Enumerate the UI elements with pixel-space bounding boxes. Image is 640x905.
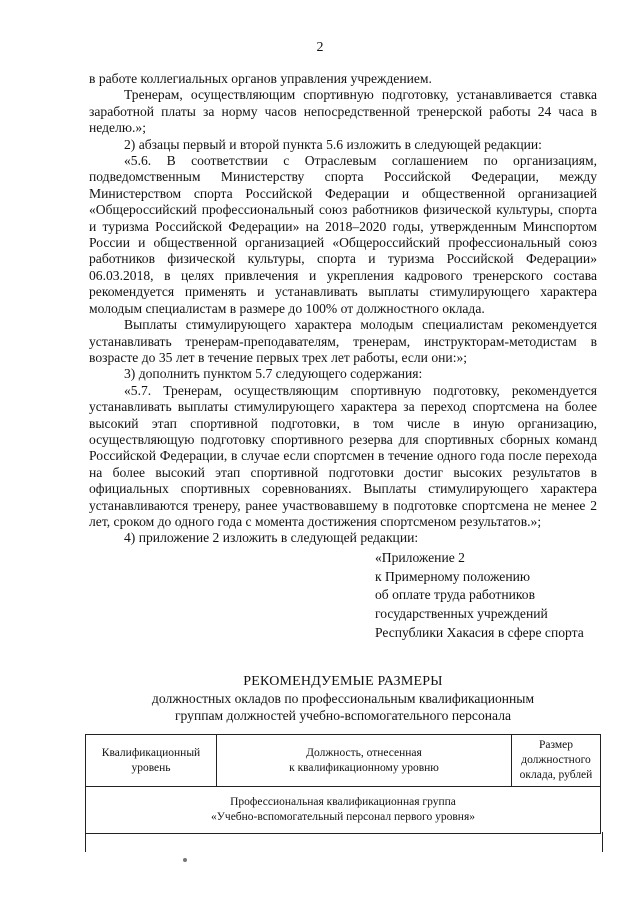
header-text: оклада, рублей — [519, 769, 593, 781]
body-paragraph: в работе коллегиальных органов управления учреждением. — [89, 71, 432, 86]
body-paragraph: 4) приложение 2 изложить в следующей редакции: — [124, 530, 419, 546]
body-paragraph: 3) дополнить пунктом 5.7 следующего содержания: — [124, 366, 423, 382]
paragraph-list — [89, 71, 597, 547]
body-paragraph: «5.7. Тренерам, осуществляющим спортивную подготовку, рекомендуется устанавливать выплаты стимулирующего характера за переход спортсмена на более высокий этап спортивной подготовки, в том числе в иную организацию, осуществляющую подготовку спортивного резерва для спортивных сборных команд Российской Федерации, в случае если спортсмен в течение одного года после перехода на более высокий этап спортивной подготовки достиг высоких результатов в официальных спортивных соревнованиях. Выплаты стимулирующего характера устанавливаются тренеру, ранее участвовавшему в подготовке спортсмена не менее 2 лет, сроком до одного года с момента достижения спортсменом результатов.»; — [89, 382, 597, 529]
table-group-row — [86, 787, 601, 834]
appendix-reference — [375, 549, 597, 643]
header-qualification-level — [86, 735, 217, 787]
appendix-line: к Примерному положению — [375, 568, 531, 584]
group-text: «Учебно-вспомогательный персонал первого уровня» — [211, 811, 475, 823]
header-position — [217, 735, 512, 787]
body-paragraph: 2) абзацы первый и второй пункта 5.6 изложить в следующей редакции: — [124, 136, 542, 152]
group-text: Профессиональная квалификационная группа — [230, 796, 456, 808]
heading-subtitle-line: группам должностей учебно-вспомогательного персонала — [174, 707, 512, 723]
header-text: Размер — [538, 739, 573, 751]
header-text: к квалификационному уровню — [289, 761, 439, 774]
appendix-line: государственных учреждений — [375, 606, 548, 622]
body-paragraph: «5.6. В соответствии с Отраслевым соглашением по организациям, подведомственным Министерству спорта Российской Федерации, между Министерством спорта Российской Федерации и общественной организацией «Общероссийский профессиональный союз работников физической культуры, спорта и туризма Российской Федерации» на 2018–2020 годы, утвержденным Минспортом России и общественной организацией «Общероссийский профессиональный союз работников физической культуры, спорта и туризма Российской Федерации» 06.03.2018, в целях привлечения и укрепления кадрового тренерского состава рекомендуется применять и устанавливать выплаты стимулирующего характера молодым специалистам в размере до 100% от должностного оклада. — [89, 153, 597, 316]
appendix-line: об оплате труда работников — [375, 587, 536, 603]
header-text: должностного — [521, 754, 591, 766]
table-continuation — [85, 832, 603, 852]
scan-artifact — [183, 858, 187, 862]
appendix-line: Республики Хакасия в сфере спорта — [375, 624, 584, 640]
document-body — [89, 71, 597, 724]
header-text: Квалификационный — [101, 746, 201, 759]
header-text: Должность, отнесенная — [306, 746, 422, 759]
body-paragraph: Тренерам, осуществляющим спортивную подготовку, устанавливается ставка заработной платы за норму часов непосредственной тренерской работы 24 часа в неделю.»; — [89, 87, 597, 136]
heading-title: РЕКОМЕНДУЕМЫЕ РАЗМЕРЫ — [243, 673, 443, 689]
heading-subtitle-line: должностных окладов по профессиональным квалификационным — [151, 690, 535, 706]
salary-table — [85, 734, 601, 834]
group-cell — [86, 787, 601, 834]
header-salary — [512, 735, 601, 787]
body-paragraph: Выплаты стимулирующего характера молодым специалистам рекомендуется устанавливать тренерам-преподавателям, тренерам, инструкторам-методистам в возрасте до 35 лет в течение первых трех лет работы, если они:»; — [89, 317, 597, 365]
header-text: уровень — [131, 761, 171, 774]
section-heading — [89, 673, 597, 724]
appendix-line: «Приложение 2 — [375, 549, 465, 565]
page-number: 2 — [316, 40, 324, 55]
table-header-row — [86, 735, 601, 787]
